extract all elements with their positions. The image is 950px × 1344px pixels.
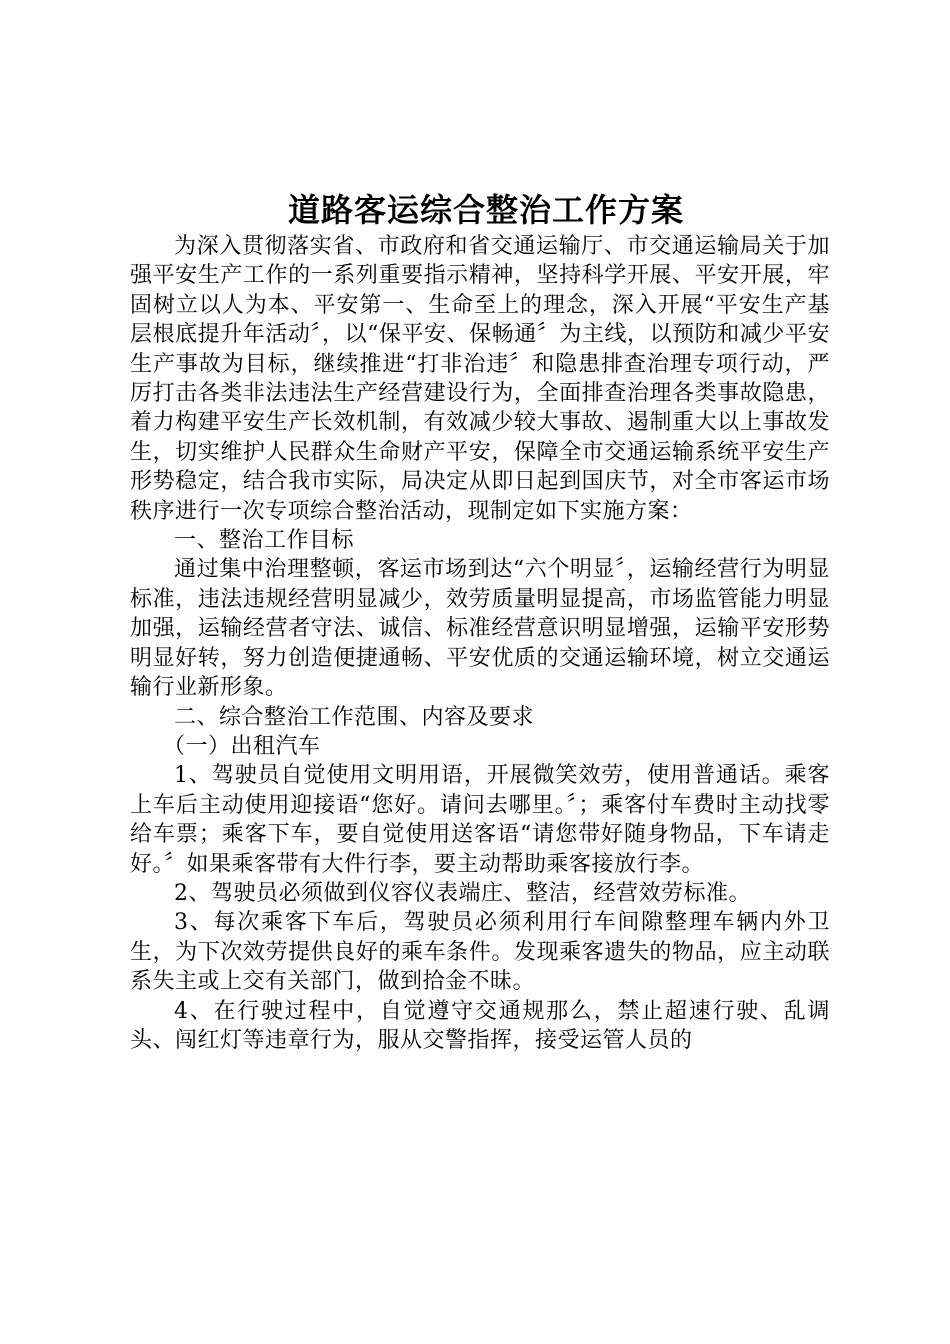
taxi-item-3: 3、每次乘客下车后，驾驶员必须利用行车间隙整理车辆内外卫生，为下次效劳提供良好的乘车条件。发现乘客遗失的物品，应主动联系失主或上交有关部门，做到拾金不昧。	[130, 910, 830, 995]
taxi-item-1: 1、驾驶员自觉使用文明用语，开展微笑效劳，使用普通话。乘客上车后主动使用迎接语“您好。请问去哪里。〞；乘客付车费时主动找零给车票；乘客下车，要自觉使用送客语“请您带好随身物品，下车请走好。〞如果乘客带有大件行李，要主动帮助乘客接放行李。	[130, 763, 830, 877]
document-page	[130, 188, 830, 1055]
goals-paragraph: 通过集中治理整顿，客运市场到达“六个明显〞，运输经营行为明显标准，违法违规经营明显减少，效劳质量明显提高，市场监管能力明显加强，运输经营者守法、诚信、标准经营意识明显增强，运输平安形势明显好转，努力创造便捷通畅、平安优质的交通运输环境，树立交通运输行业新形象。	[130, 557, 830, 701]
intro-paragraph: 为深入贯彻落实省、市政府和省交通运输厅、市交通运输局关于加强平安生产工作的一系列重要指示精神，坚持科学开展、平安开展，牢固树立以人为本、平安第一、生命至上的理念，深入开展“平安生产基层根底提升年活动〞，以“保平安、保畅通〞为主线，以预防和减少平安生产事故为目标，继续推进“打非治违〞和隐患排查治理专项行动，严厉打击各类非法违法生产经营建设行为，全面排查治理各类事故隐患，着力构建平安生产长效机制，有效减少较大事故、遏制重大以上事故发生，切实维护人民群众生命财产平安，保障全市交通运输系统平安生产形势稳定，结合我市实际，局决定从即日起到国庆节，对全市客运市场秩序进行一次专项综合整治活动，现制定如下实施方案：	[130, 234, 830, 524]
section-heading-scope: 二、综合整治工作范围、内容及要求	[174, 704, 535, 730]
taxi-item-2: 2、驾驶员必须做到仪容仪表端庄、整洁，经营效劳标准。	[174, 880, 751, 906]
section-heading-goals: 一、整治工作目标	[174, 528, 355, 554]
document-title: 道路客运综合整治工作方案	[287, 191, 684, 229]
subsection-heading-taxi: （一）出租汽车	[163, 733, 321, 759]
taxi-item-4: 4、在行驶过程中，自觉遵守交通规那么，禁止超速行驶、乱调头、闯红灯等违章行为，服从交警指挥，接受运管人员的	[130, 998, 830, 1053]
